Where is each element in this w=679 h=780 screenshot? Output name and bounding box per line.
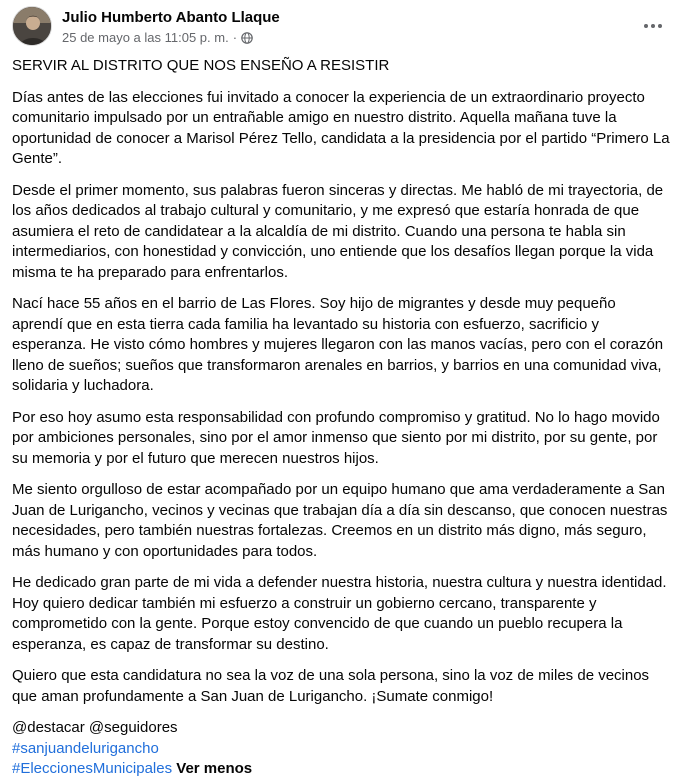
- author-avatar[interactable]: [12, 6, 52, 46]
- post-meta: [62, 30, 253, 45]
- post-paragraph: Días antes de las elecciones fui invitado a conocer la experiencia de un extraordinario proyecto comunitario impulsado por un entrañable amigo en nuestro distrito. Aquella mañana tuve la oportunidad de conocer a Marisol Pérez Tello, candidata a la presidencia por el partido “Primero La Gente”.: [12, 88, 670, 167]
- meta-separator: ·: [232, 30, 238, 45]
- post-timestamp[interactable]: 25 de mayo a las 11:05 p. m.: [62, 30, 229, 45]
- see-less-button[interactable]: Ver menos: [176, 760, 253, 777]
- author-name[interactable]: Julio Humberto Abanto Llaque: [62, 9, 280, 26]
- post-body: [12, 56, 670, 780]
- post-tags: [12, 718, 670, 780]
- post-paragraph: He dedicado gran parte de mi vida a defender nuestra historia, nuestra cultura y nuestra identidad. Hoy quiero dedicar también mi esfuerzo a construir un gobierno cercano, transparente y comprometido con la gente. Porque estoy convencido de que cuando un pueblo recupera la esperanza, es capaz de transformar su destino.: [12, 574, 667, 653]
- globe-icon[interactable]: [241, 32, 253, 44]
- hashtag-eleccionesmunicipales[interactable]: #EleccionesMunicipales: [12, 760, 173, 777]
- post-header: [12, 6, 667, 50]
- post-mentions: @destacar @seguidores: [12, 719, 178, 736]
- avatar-image: [13, 7, 52, 46]
- post-paragraph: Quiero que esta candidatura no sea la voz de una sola persona, sino la voz de miles de vecinos que aman profundamente a San Juan de Lurigancho. ¡Sumate conmigo!: [12, 667, 650, 705]
- more-options-icon[interactable]: [639, 12, 667, 40]
- post-paragraph: Desde el primer momento, sus palabras fueron sinceras y directas. Me habló de mi trayectoria, de los años dedicados al trabajo cultural y comunitario, y me expresó que estaría honrada de que asumiera el reto de candidatear a la alcaldía de mi distrito. Cuando una persona te habla sin intermediarios, con honestidad y convicción, uno entiende que los desafíos llegan porque la vida misma te ha preparado para enfrentarlos.: [12, 181, 664, 281]
- post-headline: SERVIR AL DISTRITO QUE NOS ENSEÑO A RESISTIR: [12, 57, 390, 74]
- post-paragraph: Nací hace 55 años en el barrio de Las Flores. Soy hijo de migrantes y desde muy pequeño aprendí que en esta tierra cada familia ha levantado su historia con esfuerzo, sacrificio y esperanza. He visto cómo hombres y mujeres llegaron con las manos vacías, pero con el corazón lleno de sueños; sueños que transformaron arenales en barrios, y barrios en una comunidad viva, solidaria y luchadora.: [12, 295, 664, 394]
- hashtag-sanjuandelurigancho[interactable]: #sanjuandelurigancho: [12, 739, 159, 757]
- post-paragraph: Por eso hoy asumo esta responsabilidad con profundo compromiso y gratitud. No lo hago movido por ambiciones personales, sino por el amor inmenso que siento por mi distrito, por su gente, por su memoria y por el futuro que merecen nuestros hijos.: [12, 408, 660, 467]
- post-paragraph: Me siento orgulloso de estar acompañado por un equipo humano que ama verdaderamente a San Juan de Lurigancho, vecinos y vecinas que trabajan día a día sin descanso, que conocen nuestras necesidades, pero también nuestras fortalezas. Creemos en un distrito más digno, más seguro, más humano y con oportunidades para todos.: [12, 481, 668, 560]
